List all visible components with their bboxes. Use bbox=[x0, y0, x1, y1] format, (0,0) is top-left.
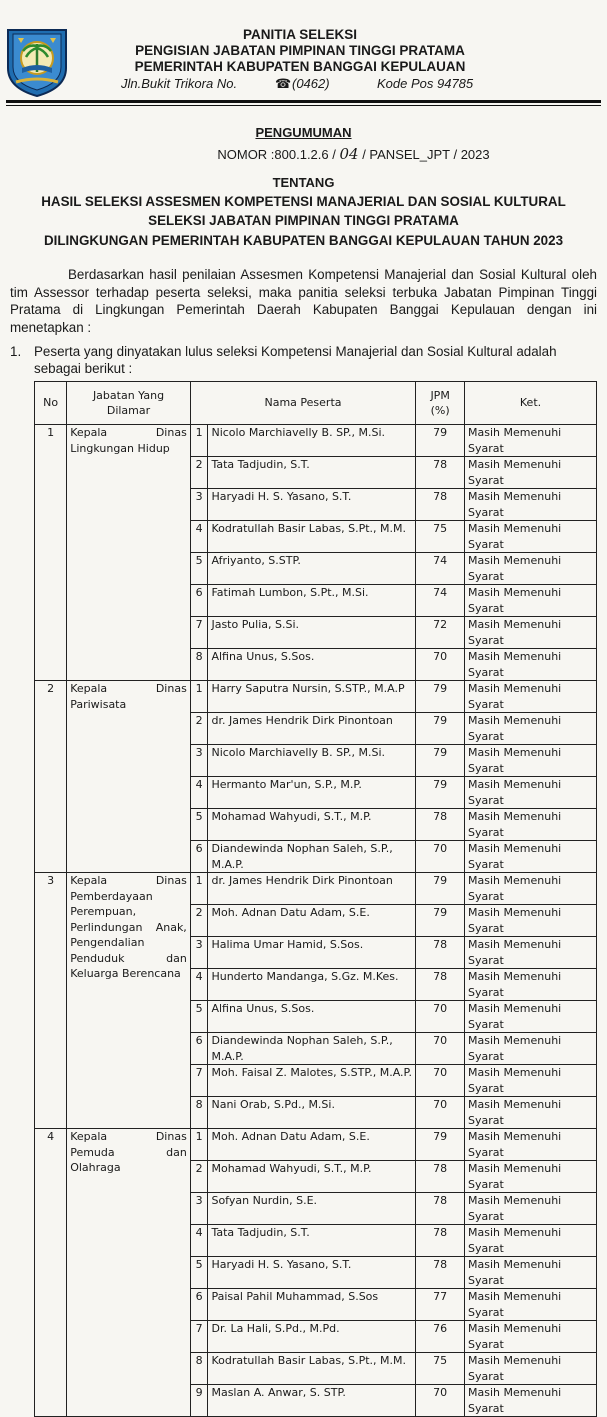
header-ket: Ket. bbox=[465, 382, 597, 425]
participant-jpm: 70 bbox=[416, 1385, 465, 1417]
table-row bbox=[35, 873, 597, 905]
participant-index: 8 bbox=[190, 1353, 208, 1385]
participant-name: Haryadi H. S. Yasano, S.T. bbox=[208, 1257, 416, 1289]
results-table bbox=[34, 381, 597, 1417]
participant-name: Moh. Faisal Z. Malotes, S.STP., M.A.P. bbox=[208, 1065, 416, 1097]
participant-ket: Masih Memenuhi Syarat bbox=[465, 585, 597, 617]
header-jpm: JPM (%) bbox=[416, 382, 465, 425]
participant-index: 8 bbox=[190, 649, 208, 681]
participant-name: Paisal Pahil Muhammad, S.Sos bbox=[208, 1289, 416, 1321]
group-jabatan: Kepala Dinas Pariwisata bbox=[67, 681, 191, 873]
letterhead-rule-thick bbox=[6, 100, 601, 103]
point-text: Peserta yang dinyatakan lulus seleksi Kompetensi Manajerial dan Sosial Kultural adalah sebagai berikut : bbox=[34, 344, 557, 376]
participant-jpm: 78 bbox=[416, 457, 465, 489]
participant-ket: Masih Memenuhi Syarat bbox=[465, 521, 597, 553]
tentang-heading: TENTANG bbox=[272, 175, 335, 190]
table-body bbox=[35, 425, 597, 1417]
participant-ket: Masih Memenuhi Syarat bbox=[465, 1001, 597, 1033]
participant-jpm: 78 bbox=[416, 969, 465, 1001]
participant-index: 3 bbox=[190, 1193, 208, 1225]
postal-code: Kode Pos 94785 bbox=[377, 76, 474, 91]
table-row bbox=[35, 425, 597, 457]
participant-jpm: 70 bbox=[416, 1001, 465, 1033]
participant-jpm: 79 bbox=[416, 713, 465, 745]
address: Jln.Bukit Trikora No. bbox=[121, 76, 238, 91]
government-name: PEMERINTAH KABUPATEN BANGGAI KEPULAUAN bbox=[134, 59, 466, 74]
participant-index: 3 bbox=[190, 937, 208, 969]
participant-ket: Masih Memenuhi Syarat bbox=[465, 1161, 597, 1193]
participant-jpm: 70 bbox=[416, 841, 465, 873]
participant-index: 1 bbox=[190, 1129, 208, 1161]
participant-index: 5 bbox=[190, 809, 208, 841]
participant-ket: Masih Memenuhi Syarat bbox=[465, 1289, 597, 1321]
participant-jpm: 79 bbox=[416, 873, 465, 905]
participant-index: 1 bbox=[190, 425, 208, 457]
table-header-row bbox=[35, 382, 597, 425]
participant-name: Hermanto Mar'un, S.P., M.P. bbox=[208, 777, 416, 809]
phone-number: (0462) bbox=[292, 76, 330, 91]
participant-name: Mohamad Wahyudi, S.T., M.P. bbox=[208, 1161, 416, 1193]
header-no: No bbox=[35, 382, 67, 425]
participant-name: Kodratullah Basir Labas, S.Pt., M.M. bbox=[208, 1353, 416, 1385]
participant-name: Kodratullah Basir Labas, S.Pt., M.M. bbox=[208, 521, 416, 553]
intro-text: Berdasarkan hasil penilaian Assesmen Kompetensi Manajerial dan Sosial Kultural oleh tim Assessor terhadap peserta seleksi, maka panitia seleksi terbuka Jabatan Pimpinan Tinggi Pratama di Lingkungan Pemerintah Daerah Kabupaten Banggai Kepulauan dengan ini menetapkan : bbox=[10, 267, 597, 335]
participant-index: 9 bbox=[190, 1385, 208, 1417]
participant-name: Diandewinda Nophan Saleh, S.P., M.A.P. bbox=[208, 841, 416, 873]
participant-index: 1 bbox=[190, 681, 208, 713]
participant-index: 3 bbox=[190, 745, 208, 777]
number-handwritten: 04 bbox=[339, 145, 359, 163]
participant-ket: Masih Memenuhi Syarat bbox=[465, 1065, 597, 1097]
participant-name: Nicolo Marchiavelly B. SP., M.Si. bbox=[208, 425, 416, 457]
participant-jpm: 78 bbox=[416, 489, 465, 521]
participant-index: 5 bbox=[190, 1001, 208, 1033]
participant-jpm: 79 bbox=[416, 681, 465, 713]
regency-emblem-icon bbox=[4, 24, 70, 98]
participant-name: dr. James Hendrik Dirk Pinontoan bbox=[208, 873, 416, 905]
participant-jpm: 79 bbox=[416, 745, 465, 777]
participant-name: Alfina Unus, S.Sos. bbox=[208, 649, 416, 681]
participant-jpm: 70 bbox=[416, 1097, 465, 1129]
participant-name: Nani Orab, S.Pd., M.Si. bbox=[208, 1097, 416, 1129]
participant-name: Afriyanto, S.STP. bbox=[208, 553, 416, 585]
participant-name: Tata Tadjudin, S.T. bbox=[208, 1225, 416, 1257]
participant-jpm: 78 bbox=[416, 1161, 465, 1193]
participant-ket: Masih Memenuhi Syarat bbox=[465, 1353, 597, 1385]
participant-ket: Masih Memenuhi Syarat bbox=[465, 681, 597, 713]
participant-index: 5 bbox=[190, 1257, 208, 1289]
participant-name: Nicolo Marchiavelly B. SP., M.Si. bbox=[208, 745, 416, 777]
participant-jpm: 79 bbox=[416, 425, 465, 457]
participant-name: Dr. La Hali, S.Pd., M.Pd. bbox=[208, 1321, 416, 1353]
participant-name: Sofyan Nurdin, S.E. bbox=[208, 1193, 416, 1225]
participant-jpm: 79 bbox=[416, 1129, 465, 1161]
participant-index: 2 bbox=[190, 1161, 208, 1193]
phone-icon: ☎ bbox=[275, 76, 292, 91]
participant-ket: Masih Memenuhi Syarat bbox=[465, 1225, 597, 1257]
group-jabatan: Kepala Dinas Pemuda dan Olahraga bbox=[67, 1129, 191, 1417]
participant-ket: Masih Memenuhi Syarat bbox=[465, 937, 597, 969]
participant-name: Haryadi H. S. Yasano, S.T. bbox=[208, 489, 416, 521]
committee-title: PANITIA SELEKSI bbox=[242, 27, 357, 42]
participant-jpm: 77 bbox=[416, 1289, 465, 1321]
participant-ket: Masih Memenuhi Syarat bbox=[465, 873, 597, 905]
participant-index: 6 bbox=[190, 585, 208, 617]
letterhead-rule-thin bbox=[6, 105, 601, 106]
participant-ket: Masih Memenuhi Syarat bbox=[465, 649, 597, 681]
participant-jpm: 78 bbox=[416, 1225, 465, 1257]
letterhead bbox=[0, 0, 607, 100]
participant-jpm: 79 bbox=[416, 905, 465, 937]
point-number: 1. bbox=[10, 344, 22, 359]
participant-ket: Masih Memenuhi Syarat bbox=[465, 489, 597, 521]
participant-jpm: 78 bbox=[416, 937, 465, 969]
participant-index: 7 bbox=[190, 1321, 208, 1353]
participant-index: 1 bbox=[190, 873, 208, 905]
participant-jpm: 70 bbox=[416, 1065, 465, 1097]
announcement-number bbox=[100, 145, 607, 163]
group-jabatan: Kepala Dinas Lingkungan Hidup bbox=[67, 425, 191, 681]
participant-ket: Masih Memenuhi Syarat bbox=[465, 457, 597, 489]
participant-jpm: 70 bbox=[416, 649, 465, 681]
subject-line-2: SELEKSI JABATAN PIMPINAN TINGGI PRATAMA bbox=[148, 213, 459, 228]
subject-line-1: HASIL SELEKSI ASSESMEN KOMPETENSI MANAJERIAL DAN SOSIAL KULTURAL bbox=[41, 194, 566, 209]
participant-index: 2 bbox=[190, 457, 208, 489]
participant-ket: Masih Memenuhi Syarat bbox=[465, 745, 597, 777]
group-number: 4 bbox=[35, 1129, 67, 1417]
participant-index: 8 bbox=[190, 1097, 208, 1129]
participant-index: 6 bbox=[190, 1289, 208, 1321]
participant-index: 4 bbox=[190, 777, 208, 809]
participant-index: 4 bbox=[190, 1225, 208, 1257]
participant-ket: Masih Memenuhi Syarat bbox=[465, 713, 597, 745]
subject-line-3: DILINGKUNGAN PEMERINTAH KABUPATEN BANGGAI KEPULAUAN TAHUN 2023 bbox=[43, 233, 564, 248]
participant-jpm: 78 bbox=[416, 1193, 465, 1225]
number-suffix: / PANSEL_JPT / 2023 bbox=[362, 147, 490, 162]
group-number: 2 bbox=[35, 681, 67, 873]
table-row bbox=[35, 1129, 597, 1161]
participant-name: Tata Tadjudin, S.T. bbox=[208, 457, 416, 489]
participant-name: Alfina Unus, S.Sos. bbox=[208, 1001, 416, 1033]
header-jabatan: Jabatan Yang Dilamar bbox=[67, 382, 191, 425]
participant-jpm: 76 bbox=[416, 1321, 465, 1353]
participant-ket: Masih Memenuhi Syarat bbox=[465, 553, 597, 585]
participant-jpm: 78 bbox=[416, 1257, 465, 1289]
group-number: 3 bbox=[35, 873, 67, 1129]
header-nama: Nama Peserta bbox=[190, 382, 415, 425]
participant-ket: Masih Memenuhi Syarat bbox=[465, 969, 597, 1001]
participant-name: Maslan A. Anwar, S. STP. bbox=[208, 1385, 416, 1417]
point-1 bbox=[10, 343, 600, 377]
participant-jpm: 72 bbox=[416, 617, 465, 649]
participant-ket: Masih Memenuhi Syarat bbox=[465, 1033, 597, 1065]
committee-subtitle: PENGISIAN JABATAN PIMPINAN TINGGI PRATAMA bbox=[135, 43, 465, 58]
participant-ket: Masih Memenuhi Syarat bbox=[465, 1385, 597, 1417]
participant-name: Halima Umar Hamid, S.Sos. bbox=[208, 937, 416, 969]
group-number: 1 bbox=[35, 425, 67, 681]
participant-ket: Masih Memenuhi Syarat bbox=[465, 1129, 597, 1161]
participant-index: 4 bbox=[190, 521, 208, 553]
participant-ket: Masih Memenuhi Syarat bbox=[465, 841, 597, 873]
participant-jpm: 75 bbox=[416, 1353, 465, 1385]
participant-ket: Masih Memenuhi Syarat bbox=[465, 1257, 597, 1289]
participant-name: Hunderto Mandanga, S.Gz. M.Kes. bbox=[208, 969, 416, 1001]
number-prefix: NOMOR :800.1.2.6 / bbox=[217, 147, 336, 162]
participant-ket: Masih Memenuhi Syarat bbox=[465, 809, 597, 841]
participant-index: 6 bbox=[190, 841, 208, 873]
participant-jpm: 78 bbox=[416, 809, 465, 841]
participant-jpm: 70 bbox=[416, 1033, 465, 1065]
participant-name: Jasto Pulia, S.Si. bbox=[208, 617, 416, 649]
participant-ket: Masih Memenuhi Syarat bbox=[465, 1321, 597, 1353]
participant-ket: Masih Memenuhi Syarat bbox=[465, 1193, 597, 1225]
table-row bbox=[35, 681, 597, 713]
participant-ket: Masih Memenuhi Syarat bbox=[465, 617, 597, 649]
participant-jpm: 75 bbox=[416, 521, 465, 553]
participant-name: Mohamad Wahyudi, S.T., M.P. bbox=[208, 809, 416, 841]
participant-index: 6 bbox=[190, 1033, 208, 1065]
participant-jpm: 74 bbox=[416, 585, 465, 617]
participant-name: Moh. Adnan Datu Adam, S.E. bbox=[208, 1129, 416, 1161]
participant-ket: Masih Memenuhi Syarat bbox=[465, 777, 597, 809]
participant-index: 4 bbox=[190, 969, 208, 1001]
participant-name: Fatimah Lumbon, S.Pt., M.Si. bbox=[208, 585, 416, 617]
participant-jpm: 74 bbox=[416, 553, 465, 585]
participant-name: Harry Saputra Nursin, S.STP., M.A.P bbox=[208, 681, 416, 713]
participant-index: 3 bbox=[190, 489, 208, 521]
group-jabatan: Kepala Dinas Pemberdayaan Perempuan, Perlindungan Anak, Pengendalian Penduduk dan Keluarga Berencana bbox=[67, 873, 191, 1129]
announcement-title: PENGUMUMAN bbox=[255, 125, 352, 140]
intro-paragraph bbox=[10, 266, 597, 336]
participant-name: dr. James Hendrik Dirk Pinontoan bbox=[208, 713, 416, 745]
participant-jpm: 79 bbox=[416, 777, 465, 809]
participant-ket: Masih Memenuhi Syarat bbox=[465, 1097, 597, 1129]
participant-name: Diandewinda Nophan Saleh, S.P., M.A.P. bbox=[208, 1033, 416, 1065]
participant-name: Moh. Adnan Datu Adam, S.E. bbox=[208, 905, 416, 937]
participant-ket: Masih Memenuhi Syarat bbox=[465, 905, 597, 937]
participant-index: 7 bbox=[190, 1065, 208, 1097]
participant-index: 2 bbox=[190, 713, 208, 745]
participant-index: 5 bbox=[190, 553, 208, 585]
participant-index: 7 bbox=[190, 617, 208, 649]
participant-index: 2 bbox=[190, 905, 208, 937]
participant-ket: Masih Memenuhi Syarat bbox=[465, 425, 597, 457]
